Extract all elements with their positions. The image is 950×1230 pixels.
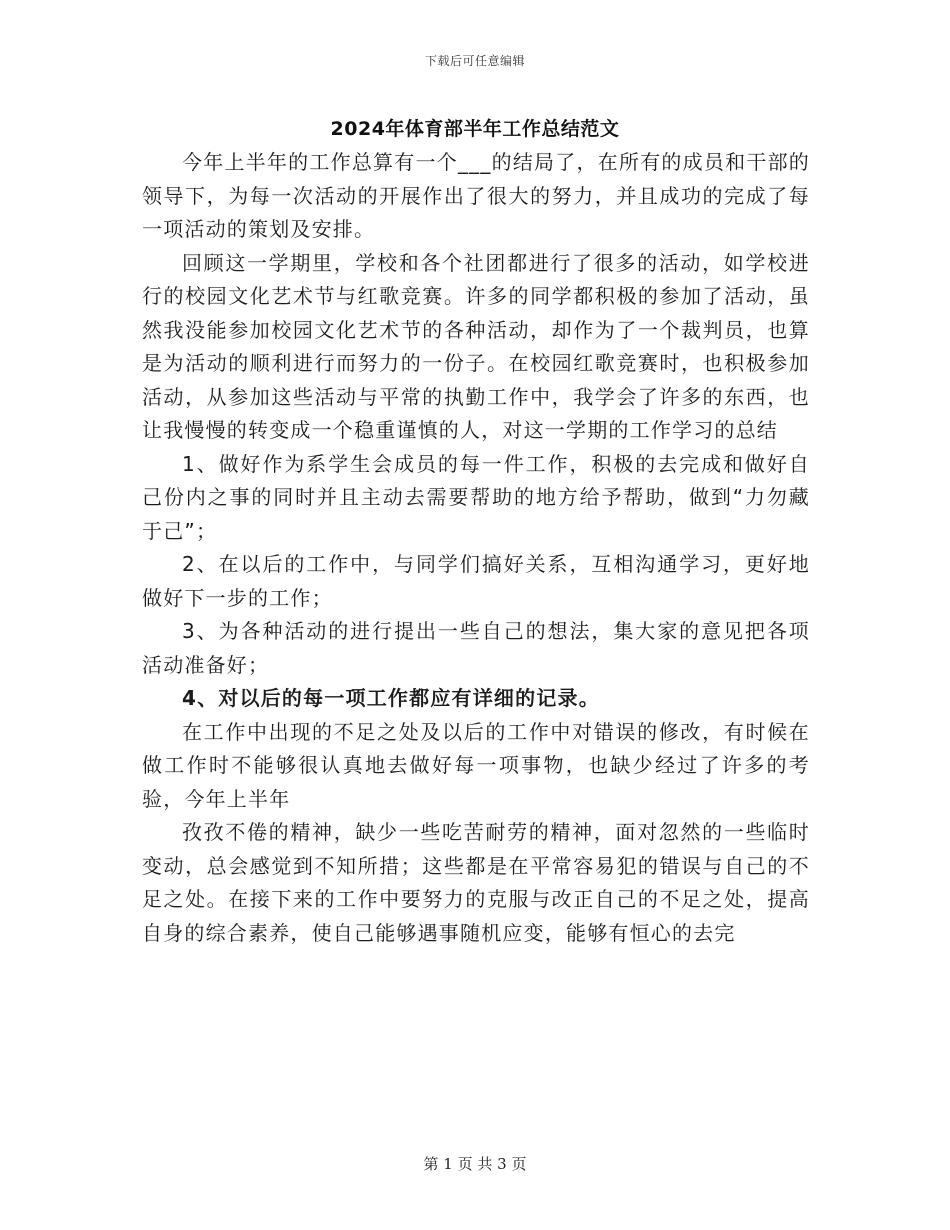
paragraph: 回顾这一学期里，学校和各个社团都进行了很多的活动，如学校进行的校园文化艺术节与红歌竞赛。许多的同学都积极的参加了活动，虽然我没能参加校园文化艺术节的各种活动，却作为了一个裁判员，也算是为活动的顺利进行而努力的一份子。在校园红歌竞赛时，也积极参加活动，从参加这些活动与平常的执勤工作中，我学会了许多的东西，也让我慢慢的转变成一个稳重谨慎的人，对这一学期的工作学习的总结: [142, 250, 810, 442]
document-body: [142, 146, 810, 950]
paragraph: 在工作中出现的不足之处及以后的工作中对错误的修改，有时候在做工作时不能够很认真地去做好每一项事物，也缺少经过了许多的考验，今年上半年: [142, 719, 810, 811]
document-title: 2024年体育部半年工作总结范文: [330, 118, 620, 140]
paragraph: 今年上半年的工作总算有一个___的结局了，在所有的成员和干部的领导下，为每一次活动的开展作出了很大的努力，并且成功的完成了每一项活动的策划及安排。: [142, 150, 810, 241]
paragraph: 孜孜不倦的精神，缺少一些吃苦耐劳的精神，面对忽然的一些临时变动，总会感觉到不知所措；这些都是在平常容易犯的错误与自己的不足之处。在接下来的工作中要努力的克服与改正自己的不足之处，提高自身的综合素养，使自己能够遇事随机应变，能够有恒心的去完: [142, 820, 810, 945]
page-number: 第 1 页 共 3 页: [423, 1155, 527, 1173]
paragraph: 3、为各种活动的进行提出一些自己的想法，集大家的意见把各项活动准备好；: [142, 619, 810, 677]
page-header-note: 下载后可任意编辑: [424, 54, 525, 68]
paragraph: 2、在以后的工作中，与同学们搞好关系，互相沟通学习，更好地做好下一步的工作；: [142, 552, 810, 610]
paragraph-bold: 4、对以后的每一项工作都应有详细的记录。: [182, 686, 600, 710]
paragraph: 1、做好作为系学生会成员的每一件工作，积极的去完成和做好自己份内之事的同时并且主动去需要帮助的地方给予帮助，做到“力勿藏于己”；: [142, 451, 810, 543]
